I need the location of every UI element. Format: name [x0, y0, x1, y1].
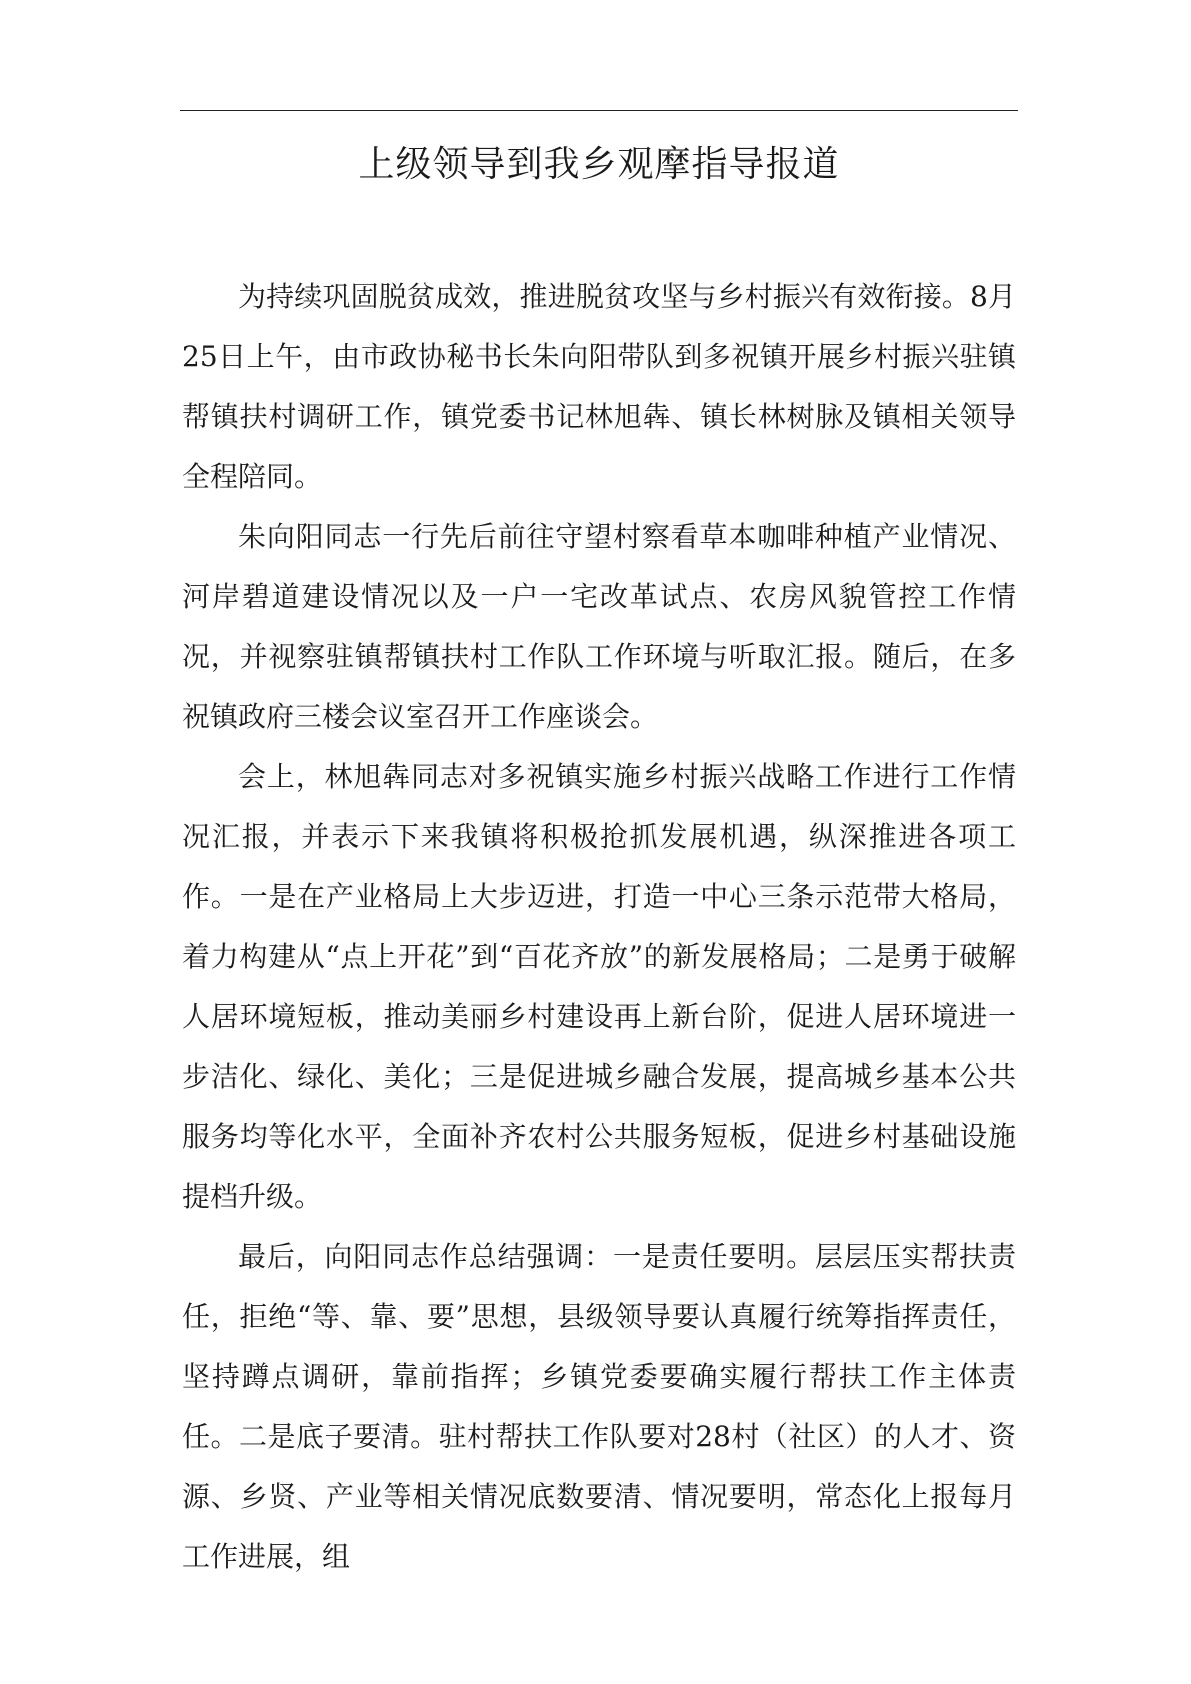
paragraph-1: 为持续巩固脱贫成效，推进脱贫攻坚与乡村振兴有效衔接。8月25日上午，由市政协秘书长朱向阳带队到多祝镇开展乡村振兴驻镇帮镇扶村调研工作，镇党委书记林旭犇、镇长林树脉及镇相关领导全程陪同。	[182, 280, 1016, 493]
header-rule	[180, 110, 1018, 111]
paragraph-4: 最后，向阳同志作总结强调：一是责任要明。层层压实帮扶责任，拒绝“等、靠、要”思想，县级领导要认真履行统筹指挥责任，坚持蹲点调研，靠前指挥；乡镇党委要确实履行帮扶工作主体责任。二是底子要清。驻村帮扶工作队要对28村（社区）的人才、资源、乡贤、产业等相关情况底数要清、情况要明，常态化上报每月工作进展，组	[182, 1240, 1016, 1573]
page-title: 上级领导到我乡观摩指导报道	[358, 144, 840, 185]
paragraph-2: 朱向阳同志一行先后前往守望村察看草本咖啡种植产业情况、河岸碧道建设情况以及一户一宅改革试点、农房风貌管控工作情况，并视察驻镇帮镇扶村工作队工作环境与听取汇报。随后，在多祝镇政府三楼会议室召开工作座谈会。	[182, 520, 1016, 733]
article-body	[182, 267, 1016, 1587]
paragraph-3: 会上，林旭犇同志对多祝镇实施乡村振兴战略工作进行工作情况汇报，并表示下来我镇将积极抢抓发展机遇，纵深推进各项工作。一是在产业格局上大步迈进，打造一中心三条示范带大格局，着力构建从“点上开花”到“百花齐放”的新发展格局；二是勇于破解人居环境短板，推动美丽乡村建设再上新台阶，促进人居环境进一步洁化、绿化、美化；三是促进城乡融合发展，提高城乡基本公共服务均等化水平，全面补齐农村公共服务短板，促进乡村基础设施提档升级。	[182, 760, 1016, 1213]
